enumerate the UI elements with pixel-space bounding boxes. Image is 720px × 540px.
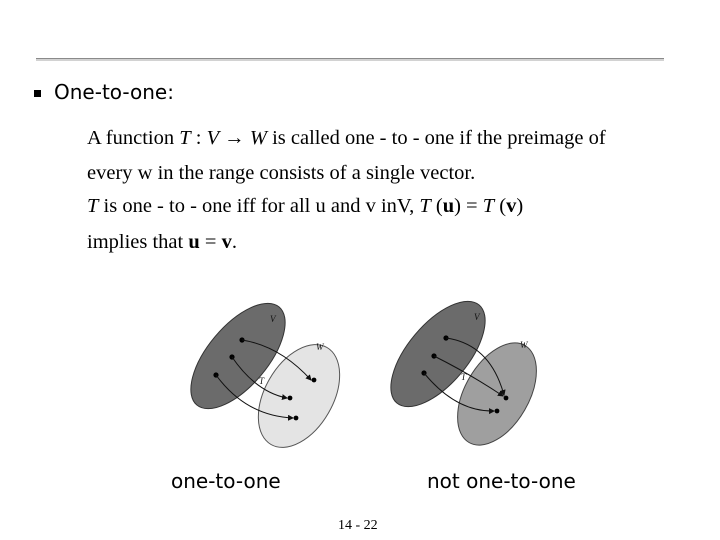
math-w: W [249,127,267,149]
def-text: implies that [87,231,189,253]
title-divider [36,58,664,61]
map-label: T [259,376,265,386]
math-bold-u: u [442,195,455,217]
math-paren: ( [430,195,443,217]
math-paren: ) [516,195,524,217]
domain-label: V [474,312,480,322]
caption-not-one-to-one: not one-to-one [427,469,576,493]
def-text: is one - to - one iff for all u and v inV, [98,195,420,217]
math-paren: ( [494,195,507,217]
math-equals: ) = [454,195,483,217]
math-t: T [482,195,495,217]
math-bold-u: u [188,231,200,253]
math-arrow: → [219,127,250,149]
map-label: T [461,372,467,382]
definition-line-3 [87,193,523,219]
def-text: . [231,231,237,253]
def-text: A function [87,127,180,149]
slide-heading: One-to-one: [54,80,174,104]
domain-label: V [270,314,276,324]
math-bold-v: v [506,195,517,217]
codomain-label: W [520,340,528,350]
caption-one-to-one: one-to-one [171,469,281,493]
math-colon: : [190,127,207,149]
math-equals: = [199,231,222,253]
def-text: is called one - to - one if the preimage of [266,127,606,149]
bullet-marker [34,90,41,97]
one-to-one-diagram [188,296,348,456]
math-bold-v: v [221,231,232,253]
page-number: 14 - 22 [338,518,378,533]
not-one-to-one-diagram [386,296,546,456]
definition-line-2: every w in the range consists of a single vector. [87,162,476,184]
codomain-label: W [316,342,324,352]
math-t: T [87,195,99,217]
math-t: T [419,195,431,217]
math-t: T [179,127,191,149]
definition-line-4 [87,229,237,255]
definition-line-1 [87,125,606,151]
math-v: V [206,127,220,149]
